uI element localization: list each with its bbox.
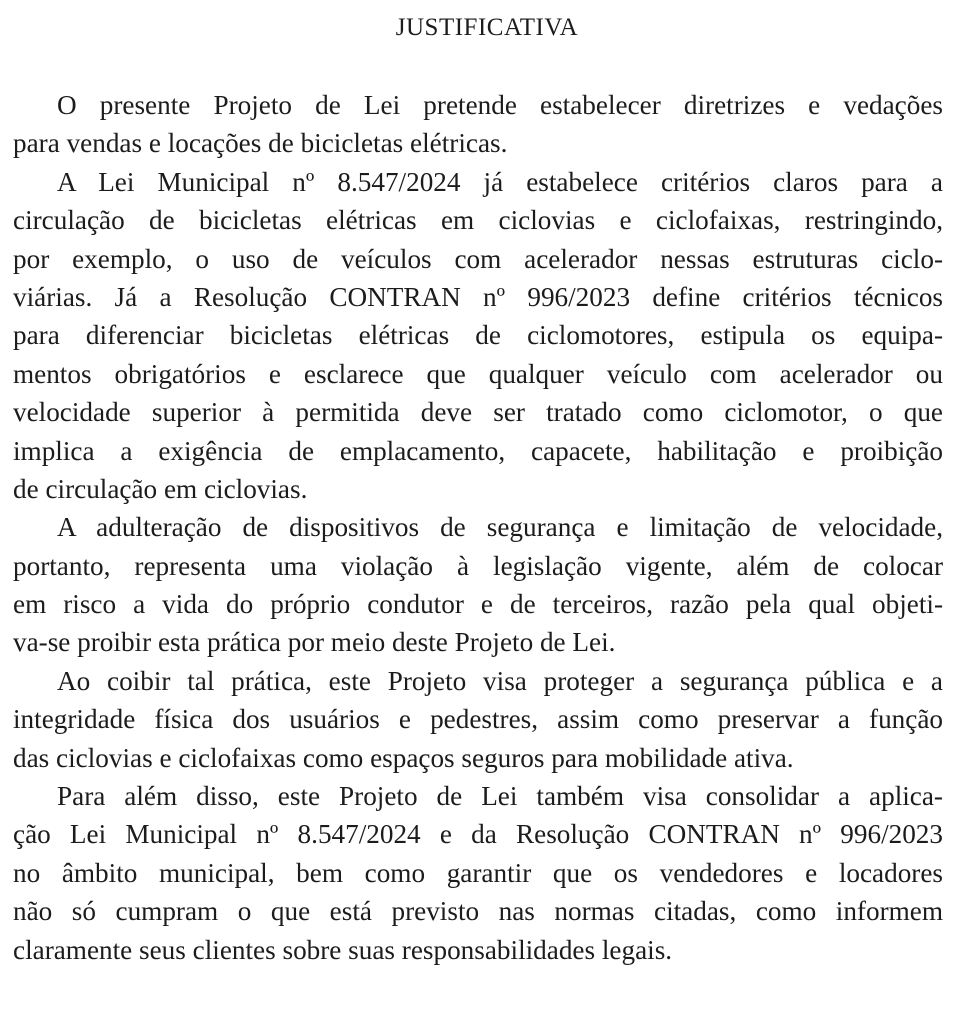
paragraph-2-line-3: por exemplo, o uso de veículos com acelerador nessas estruturas ciclo- bbox=[13, 243, 943, 274]
paragraph-5-line-2: ção Lei Municipal nº 8.547/2024 e da Resolução CONTRAN nº 996/2023 bbox=[13, 819, 943, 850]
paragraph-2-line-6: mentos obrigatórios e esclarece que qualquer veículo com acelerador ou bbox=[13, 358, 943, 389]
paragraph-2-line-5: para diferenciar bicicletas elétricas de ciclomotores, estipula os equipa- bbox=[13, 320, 943, 351]
paragraph-5-line-5: claramente seus clientes sobre suas responsabilidades legais. bbox=[13, 934, 673, 965]
justification-body bbox=[13, 86, 943, 969]
paragraph-4-line-2: integridade física dos usuários e pedestres, assim como preservar a função bbox=[13, 704, 943, 735]
paragraph-2-line-8: implica a exigência de emplacamento, capacete, habilitação e proibição bbox=[13, 435, 943, 466]
paragraph-5-line-1: Para além disso, este Projeto de Lei também visa consolidar a aplica- bbox=[57, 781, 943, 812]
paragraph-3-line-1: A adulteração de dispositivos de segurança e limitação de velocidade, bbox=[57, 512, 943, 543]
paragraph-2-line-2: circulação de bicicletas elétricas em ciclovias e ciclofaixas, restringindo, bbox=[13, 205, 943, 236]
paragraph-1-line-1: O presente Projeto de Lei pretende estabelecer diretrizes e vedações bbox=[57, 90, 943, 120]
paragraph-2-line-7: velocidade superior à permitida deve ser tratado como ciclomotor, o que bbox=[13, 397, 943, 428]
document-title: JUSTIFICATIVA bbox=[395, 14, 579, 41]
paragraph-3-line-4: va-se proibir esta prática por meio deste Projeto de Lei. bbox=[13, 627, 616, 658]
paragraph-2-line-4: viárias. Já a Resolução CONTRAN nº 996/2023 define critérios técnicos bbox=[13, 281, 943, 312]
document-page bbox=[13, 0, 943, 1024]
paragraph-2-line-1: A Lei Municipal nº 8.547/2024 já estabelece critérios claros para a bbox=[57, 166, 943, 197]
paragraph-3-line-2: portanto, representa uma violação à legislação vigente, além de colocar bbox=[13, 550, 943, 581]
paragraph-5-line-3: no âmbito municipal, bem como garantir que os vendedores e locadores bbox=[13, 857, 943, 888]
paragraph-1-line-2: para vendas e locações de bicicletas elétricas. bbox=[13, 128, 508, 159]
paragraph-2-line-9: de circulação em ciclovias. bbox=[13, 473, 308, 504]
paragraph-4-line-1: Ao coibir tal prática, este Projeto visa proteger a segurança pública e a bbox=[57, 665, 943, 696]
paragraph-4-line-3: das ciclovias e ciclofaixas como espaços seguros para mobilidade ativa. bbox=[13, 742, 794, 773]
paragraph-3-line-3: em risco a vida do próprio condutor e de terceiros, razão pela qual objeti- bbox=[13, 589, 943, 620]
paragraph-5-line-4: não só cumpram o que está previsto nas normas citadas, como informem bbox=[13, 896, 943, 927]
